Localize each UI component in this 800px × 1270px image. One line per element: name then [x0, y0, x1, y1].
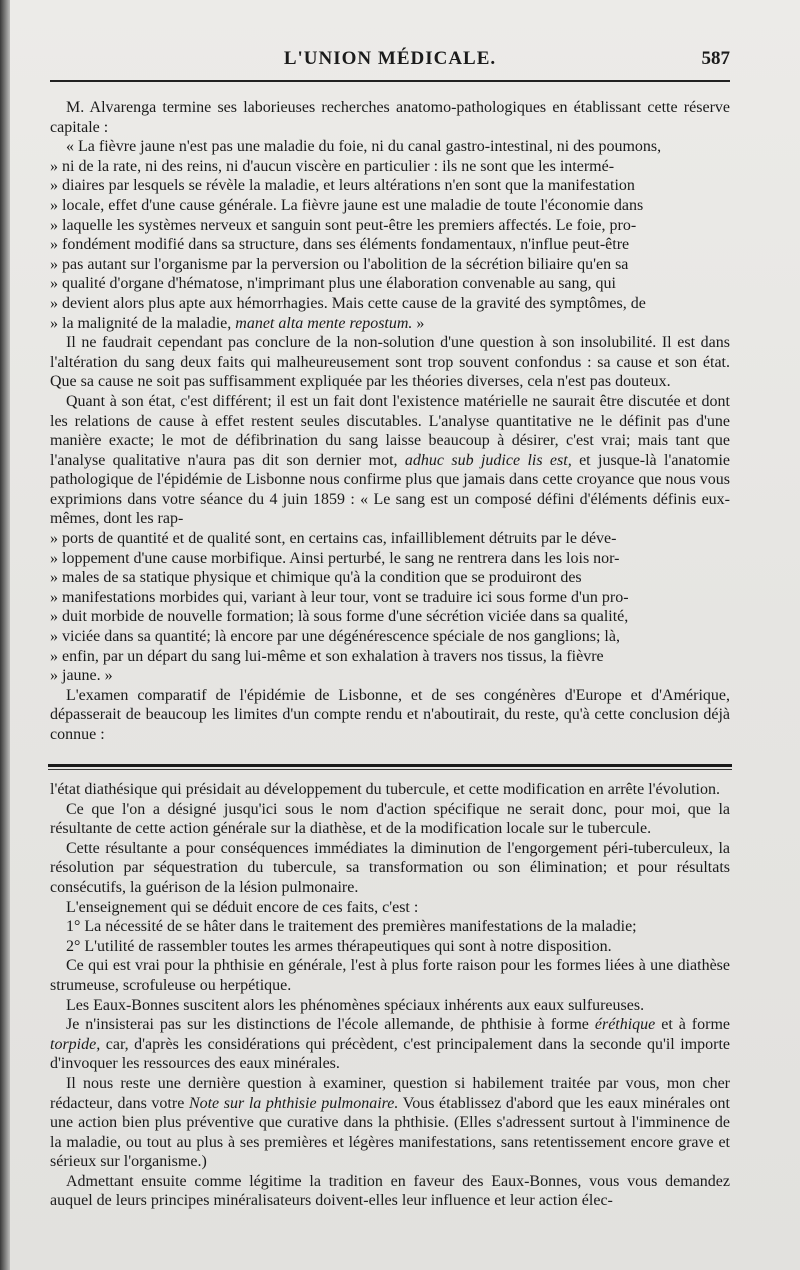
section-rule-thin	[48, 769, 732, 770]
quote-line: » viciée dans sa quantité; là encore par une dégénérescence spéciale de nos ganglions; là,	[50, 628, 620, 646]
paragraph: l'état diathésique qui présidait au développement du tubercule, et cette modification en arrête l'évolution.	[50, 781, 720, 798]
paragraph-text: et jusque-là l'anatomie pathologique de l'épidémie de Lisbonne nous confirme plus que jamais dans cette croyance que nous vous exprimions dans votre séance du 4 juin 1859 : « Le sang est un composé défini d'éléments définis eux-mêmes, dont les rap-	[50, 451, 730, 528]
italic-title: Note sur la phthisie pulmonaire.	[188, 1094, 399, 1112]
paragraph-text: et à forme	[655, 1016, 731, 1034]
quote-line: » pas autant sur l'organisme par la perversion ou l'abolition de la sécrétion biliaire qu'en sa	[50, 255, 629, 273]
italic-term: éréthique	[594, 1016, 656, 1034]
list-item: 1° La nécessité de se hâter dans le traitement des premières manifestations de la maladie;	[66, 918, 637, 936]
quote-line: » fondément modifié dans sa structure, dans ses éléments fondamentaux, n'influe peut-être	[50, 236, 630, 254]
paragraph: Ce qui est vrai pour la phthisie en générale, l'est à plus forte raison pour les formes liées à une diathèse strumeuse, scrofuleuse ou herpétique.	[50, 957, 730, 994]
quote-line: » diaires par lesquels se révèle la maladie, et leurs altérations n'en sont que la manifestation	[50, 177, 635, 195]
quote-line: » duit morbide de nouvelle formation; là sous forme d'une sécrétion viciée dans sa qualité,	[50, 608, 629, 626]
latin-phrase: adhuc sub judice lis est,	[404, 451, 572, 469]
quote-line: » loppement d'une cause morbifique. Ainsi perturbé, le sang ne rentrera dans les lois nor-	[50, 549, 620, 567]
paragraph: Il ne faudrait cependant pas conclure de la non-solution d'une question à son insolubilité. Il est dans l'altération du sang deux faits qui malheureusement sont trop souvent confondus : sa cause et son état. Que sa cause ne soit pas suffisamment expliquée par les théories diverses, cela n'est pas douteux.	[50, 334, 730, 391]
quote-line: » qualité d'organe d'hématose, n'imprimant plus une élaboration convenable au sang, qui	[50, 275, 616, 293]
quote-line: » ports de quantité et de qualité sont, en certains cas, infailliblement détruits par le déve-	[50, 530, 617, 548]
quote-line: » devient alors plus apte aux hémorrhagies. Mais cette cause de la gravité des symptômes, de	[50, 294, 646, 312]
italic-term: torpide,	[50, 1035, 101, 1053]
paragraph: Ce que l'on a désigné jusqu'ici sous le nom d'action spécifique ne serait donc, pour moi, que la résultante de cette action générale sur la diathèse, et de la modification locale sur le tubercule.	[50, 800, 730, 838]
quote-line: » enfin, par un départ du sang lui-même et son exhalation à travers nos tissus, la fièvre	[50, 647, 604, 665]
running-header	[50, 48, 730, 74]
upper-article-text	[50, 98, 730, 745]
paragraph: M. Alvarenga termine ses laborieuses recherches anatomo-pathologiques en établissant cette réserve capitale :	[50, 99, 730, 136]
journal-title: L'UNION MÉDICALE.	[283, 48, 497, 69]
paragraph-text: Vous établissez d'abord que les eaux minérales ont une action bien plus préventive que curative dans la phthisie. (Elles s'adressent surtout à l'imminence de la maladie, ou tout au plus à ses premières et légères manifestations, sans retentissement encore grave et sérieux sur l'organisme.)	[50, 1094, 731, 1171]
paragraph-text: Je n'insisterai pas sur les distinctions de l'école allemande, de phthisie à forme	[66, 1016, 595, 1034]
lower-article-text	[50, 780, 730, 1211]
paragraph	[50, 1015, 730, 1074]
paragraph: Les Eaux-Bonnes suscitent alors les phénomènes spéciaux inhérents aux eaux sulfureuses.	[66, 996, 645, 1014]
quote-line: » males de sa statique physique et chimique qu'à la condition que se produiront des	[50, 569, 582, 587]
quote-close: »	[412, 314, 425, 332]
quotation-continued	[50, 157, 730, 333]
paragraph-text: Quant à son état, c'est différent; il est un fait dont l'existence matérielle ne saurait être discutée et dont les relations de cause à effet restent seules discutables. L'analyse quantitative ne le définit pas d'une manière exacte; le mot de défibrination du sang laisse beaucoup à désirer, c'est vrai; mais tant que l'analyse qualitative n'aura pas dit son dernier mot,	[50, 392, 730, 469]
paragraph-text: Il nous reste une dernière question à examiner, question si habilement traitée par vous, mon cher rédacteur, dans votre	[50, 1074, 730, 1112]
page-edge-shadow	[0, 0, 10, 1270]
page-number: 587	[701, 48, 730, 69]
quote-text: » la malignité de la maladie,	[50, 314, 236, 332]
paragraph-text: car, d'après les considérations qui précèdent, c'est principalement dans la seconde qu'il importe d'invoquer les ressources des eaux minérales.	[50, 1035, 730, 1073]
paragraph: Admettant ensuite comme légitime la tradition en faveur des Eaux-Bonnes, vous vous demandez auquel de leurs principes minéralisateurs doivent-elles leur influence et leur action élec-	[50, 1172, 730, 1210]
latin-phrase: manet alta mente repostum.	[235, 314, 413, 332]
quotation-blood	[50, 529, 730, 686]
paragraph	[50, 392, 730, 529]
header-rule	[50, 80, 730, 82]
quote-line: » jaune. »	[50, 667, 113, 685]
list-item: 2° L'utilité de rassembler toutes les armes thérapeutiques qui sont à notre disposition.	[66, 937, 612, 955]
section-rule-thick	[48, 764, 732, 767]
quote-line-final	[50, 314, 730, 334]
quote-line: » laquelle les systèmes nerveux et sanguin sont peut-être les premiers affectés. Le foie, pro-	[50, 216, 637, 234]
quote-line: « La fièvre jaune n'est pas une maladie du foie, ni du canal gastro-intestinal, ni des poumons,	[66, 138, 662, 156]
paragraph: L'examen comparatif de l'épidémie de Lisbonne, et de ses congénères d'Europe et d'Amérique, dépasserait de beaucoup les limites d'un compte rendu et n'aboutirait, du reste, qu'à cette conclusion déjà connue :	[50, 686, 730, 743]
paragraph: L'enseignement qui se déduit encore de ces faits, c'est :	[66, 898, 419, 916]
quotation-lisbon	[50, 137, 730, 157]
quote-line: » locale, effet d'une cause générale. La fièvre jaune est une maladie de toute l'économie dans	[50, 196, 644, 214]
paragraph: Cette résultante a pour conséquences immédiates la diminution de l'engorgement péri-tuberculeux, la résolution par séquestration du tubercule, sa transformation ou son élimination; et pour résultats consécutifs, la guérison de la lésion pulmonaire.	[50, 839, 730, 896]
paragraph	[50, 1074, 730, 1172]
quote-line: » manifestations morbides qui, variant à leur tour, vont se traduire ici sous forme d'un pro-	[50, 588, 629, 606]
quote-line: » ni de la rate, ni des reins, ni d'aucun viscère en particulier : ils ne sont que les intermé-	[50, 157, 615, 175]
